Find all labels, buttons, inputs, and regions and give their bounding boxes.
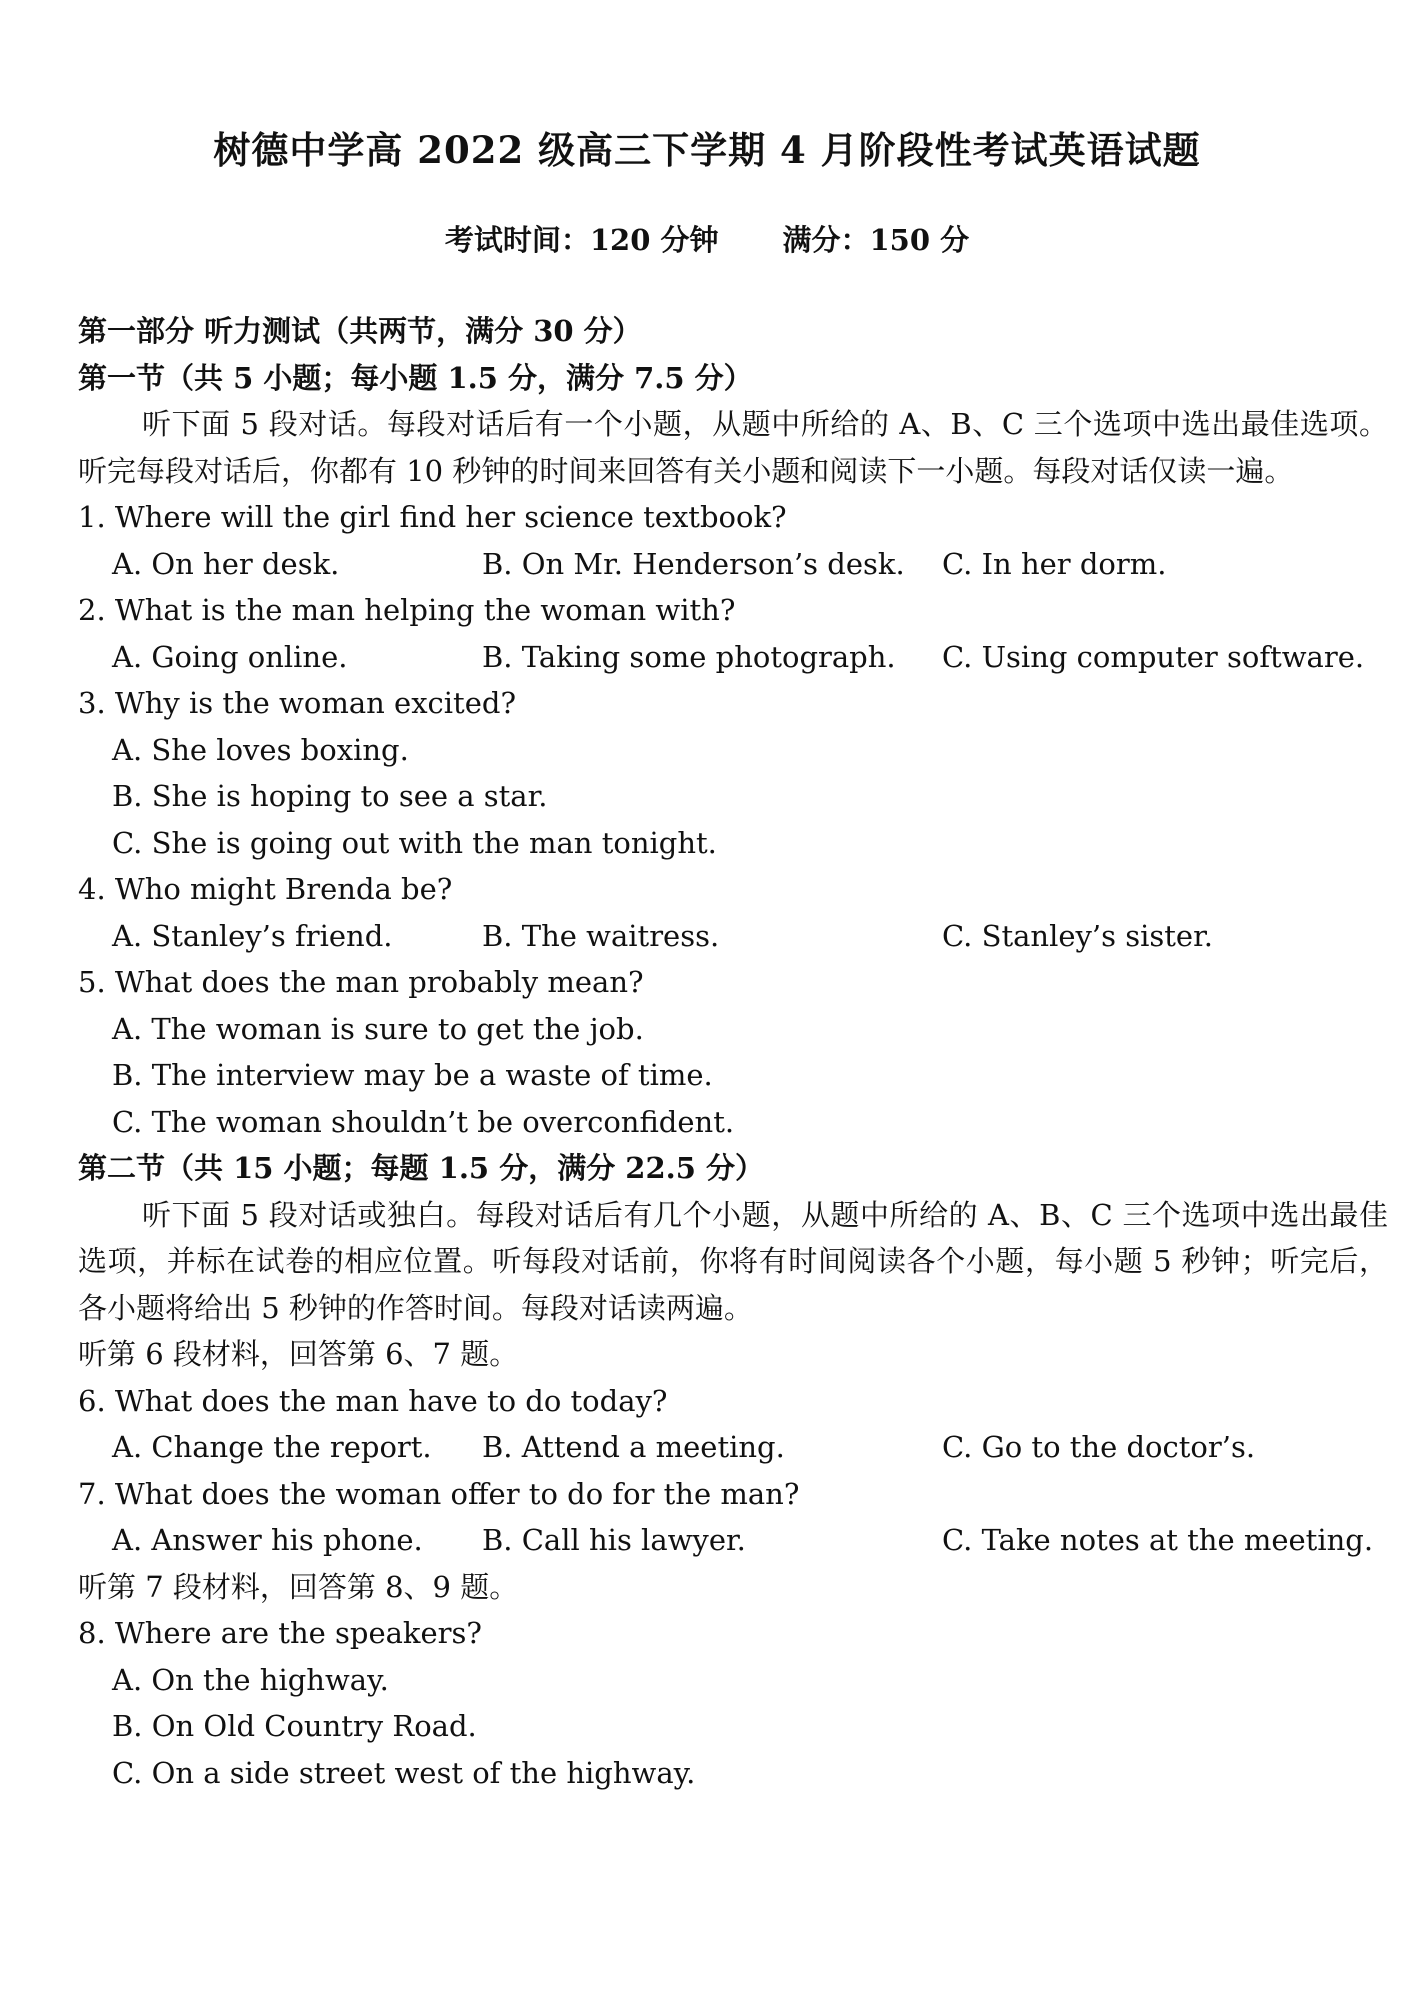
section1-heading: 第一节（共 5 小题；每小题 1.5 分，满分 7.5 分）: [78, 360, 753, 395]
option-a: A. Stanley’s friend.: [112, 918, 393, 953]
option-b: B. The interview may be a waste of time.: [112, 1058, 713, 1092]
option-b: B. The waitress.: [482, 918, 720, 953]
option-a: A. The woman is sure to get the job.: [112, 1011, 644, 1046]
section2-instructions: 听下面 5 段对话或独白。每段对话后有几个小题，从题中所给的 A、B、C 三个选项中选出最佳选项，并标在试卷的相应位置。听每段对话前，你将有时间阅读各个小题，每小题 5 秒钟；听完后，各小题将给出 5 秒钟的作答时间。每段对话读两遍。: [78, 1197, 1388, 1325]
question-2-options: [78, 634, 1388, 681]
question-5-stem: 5. What does the man probably mean?: [78, 965, 644, 999]
exam-meta: [0, 218, 1414, 259]
option-c: C. Take notes at the meeting.: [942, 1523, 1374, 1557]
question-3-stem: 3. Why is the woman excited?: [78, 686, 516, 720]
question-7-stem: 7. What does the woman offer to do for the man?: [78, 1476, 800, 1511]
option-c: C. She is going out with the man tonight.: [112, 825, 717, 860]
exam-time: 考试时间：120 分钟: [444, 223, 719, 257]
material-6-note: 听第 6 段材料，回答第 6、7 题。: [78, 1337, 519, 1371]
part1-heading: 第一部分 听力测试（共两节，满分 30 分）: [78, 314, 642, 348]
question-8-stem: 8. Where are the speakers?: [78, 1616, 482, 1650]
option-a: A. On the highway.: [112, 1662, 389, 1697]
material-7-note: 听第 7 段材料，回答第 8、9 题。: [78, 1569, 519, 1604]
option-c: C. The woman shouldn’t be overconfident.: [112, 1104, 735, 1139]
option-c: C. On a side street west of the highway.: [112, 1755, 696, 1790]
question-1-stem: 1. Where will the girl find her science textbook?: [78, 500, 787, 534]
question-4-stem: 4. Who might Brenda be?: [78, 872, 453, 906]
section1-instructions: 听下面 5 段对话。每段对话后有一个小题，从题中所给的 A、B、C 三个选项中选出最佳选项。听完每段对话后，你都有 10 秒钟的时间来回答有关小题和阅读下一小题。每段对话仅读一遍。: [78, 407, 1388, 488]
section2-heading: 第二节（共 15 小题；每题 1.5 分，满分 22.5 分）: [78, 1151, 765, 1185]
option-a: A. Change the report.: [112, 1430, 432, 1464]
question-1-options: [78, 541, 1388, 588]
question-4-options: [78, 913, 1388, 960]
question-6-stem: 6. What does the man have to do today?: [78, 1383, 668, 1418]
option-b: B. She is hoping to see a star.: [112, 779, 548, 813]
option-b: B. Attend a meeting.: [482, 1430, 785, 1464]
option-c: C. In her dorm.: [942, 546, 1167, 581]
exam-full-score: 满分：150 分: [782, 223, 970, 257]
option-a: A. On her desk.: [112, 546, 340, 581]
option-c: C. Stanley’s sister.: [942, 918, 1213, 953]
question-2-stem: 2. What is the man helping the woman with?: [78, 593, 736, 627]
exam-title: 树德中学高 2022 级高三下学期 4 月阶段性考试英语试题: [213, 128, 1201, 172]
option-a: A. She loves boxing.: [112, 732, 409, 767]
exam-content: [78, 308, 1388, 1796]
option-b: B. Taking some photograph.: [482, 639, 896, 674]
option-b: B. On Old Country Road.: [112, 1709, 477, 1743]
option-b: B. On Mr. Henderson’s desk.: [482, 546, 905, 581]
option-a: A. Going online.: [112, 639, 348, 674]
option-a: A. Answer his phone.: [112, 1523, 423, 1557]
option-c: C. Go to the doctor’s.: [942, 1430, 1256, 1464]
question-7-options: [78, 1517, 1388, 1564]
option-c: C. Using computer software.: [942, 639, 1365, 674]
question-6-options: [78, 1424, 1388, 1471]
option-b: B. Call his lawyer.: [482, 1523, 746, 1557]
